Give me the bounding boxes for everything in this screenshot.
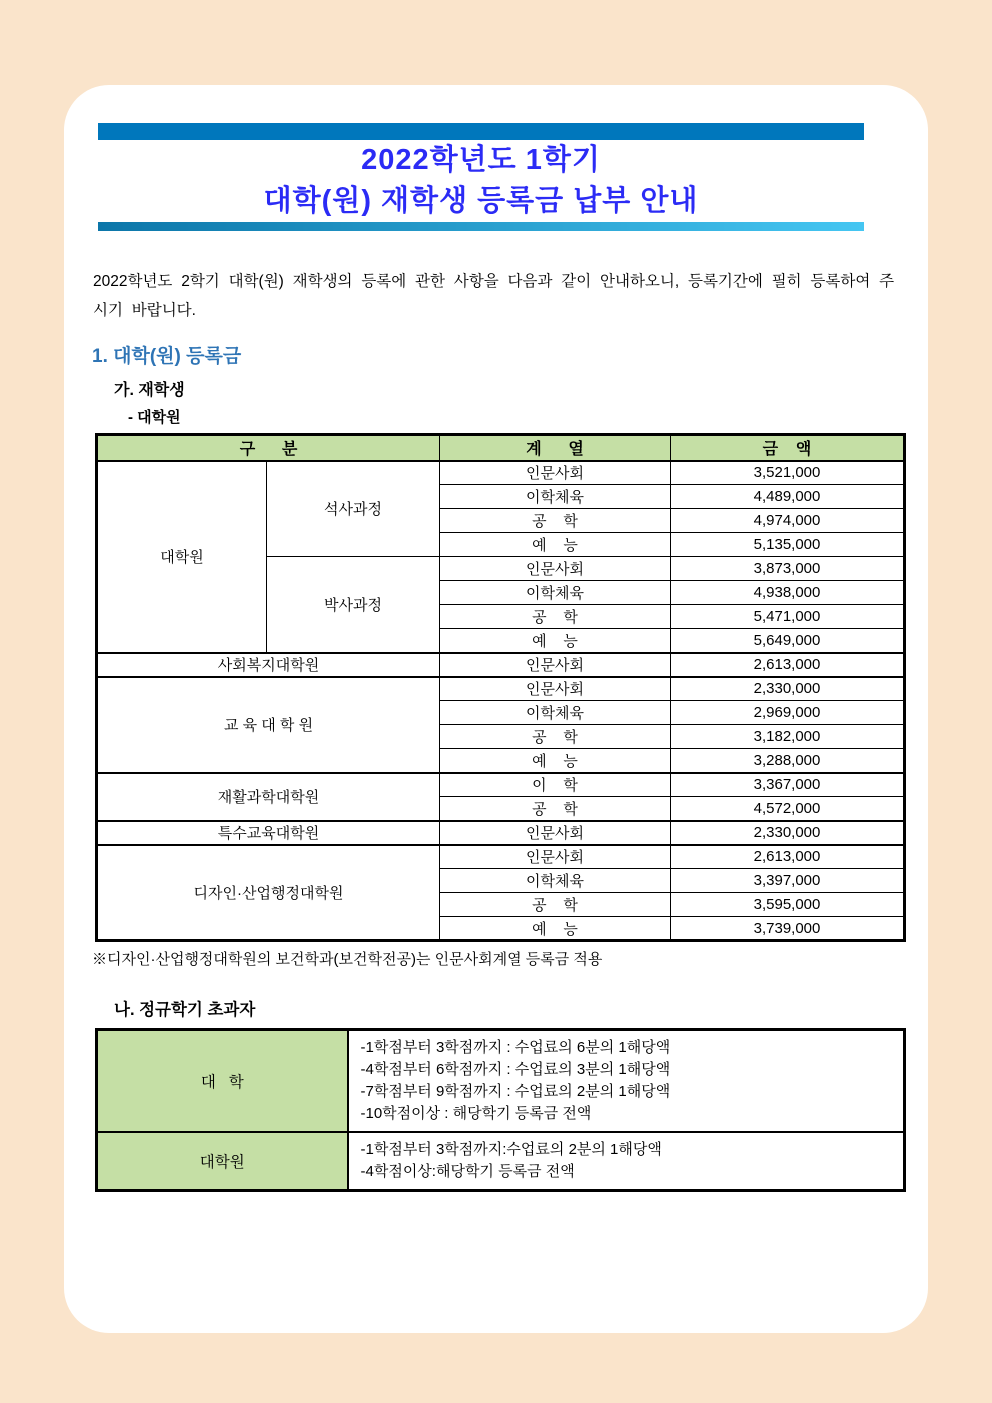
amount-cell: 2,613,000: [671, 653, 905, 677]
table-row: [97, 821, 905, 845]
amount-cell: 2,613,000: [671, 845, 905, 869]
amount-cell: 4,489,000: [671, 485, 905, 509]
category-cell: 이학체육: [440, 869, 671, 893]
group-cell-design-industry: 디자인·산업행정대학원: [97, 845, 440, 941]
amount-cell: 3,739,000: [671, 917, 905, 941]
excess-rule-line: -4학점이상:해당학기 등록금 전액: [360, 1163, 575, 1180]
excess-label-university: 대 학: [97, 1030, 348, 1133]
amount-cell: 4,974,000: [671, 509, 905, 533]
subsection-b-heading: 나. 정규학기 초과자: [114, 1001, 256, 1019]
category-cell: 공 학: [440, 893, 671, 917]
category-cell: 인문사회: [440, 653, 671, 677]
group-cell-master-course: 석사과정: [267, 461, 440, 557]
category-cell: 예 능: [440, 533, 671, 557]
title-underline-bar: [98, 222, 864, 231]
amount-cell: 5,649,000: [671, 629, 905, 653]
page-card: [64, 85, 928, 1333]
excess-rules-university: [348, 1030, 905, 1133]
document-title-line2: 대학(원) 재학생 등록금 납부 안내: [263, 185, 699, 217]
category-cell: 인문사회: [440, 845, 671, 869]
category-cell: 이 학: [440, 773, 671, 797]
amount-cell: 3,397,000: [671, 869, 905, 893]
table-row: [97, 653, 905, 677]
group-cell-graduate-school: 대학원: [97, 461, 267, 653]
group-cell-education: 교 육 대 학 원: [97, 677, 440, 773]
table-footnote: ※디자인·산업행정대학원의 보건학과(보건학전공)는 인문사회계열 등록금 적용: [92, 951, 603, 968]
amount-cell: 3,595,000: [671, 893, 905, 917]
amount-cell: 5,471,000: [671, 605, 905, 629]
tuition-table-header-row: [97, 435, 905, 461]
excess-label-graduate: 대학원: [97, 1132, 348, 1191]
excess-rule-line: -7학점부터 9학점까지 : 수업료의 2분의 1해당액: [360, 1083, 671, 1100]
table-row: [97, 773, 905, 797]
amount-cell: 3,288,000: [671, 749, 905, 773]
category-cell: 공 학: [440, 725, 671, 749]
excess-rules-graduate: [348, 1132, 905, 1191]
excess-rule-line: -10학점이상 : 해당학기 등록금 전액: [360, 1105, 592, 1122]
amount-cell: 3,873,000: [671, 557, 905, 581]
category-cell: 공 학: [440, 605, 671, 629]
intro-paragraph: 2022학년도 2학기 대학(원) 재학생의 등록에 관한 사항을 다음과 같이 안내하오니, 등록기간에 필히 등록하여 주시기 바랍니다.: [93, 273, 895, 319]
category-cell: 인문사회: [440, 461, 671, 485]
category-cell: 인문사회: [440, 557, 671, 581]
group-cell-special-education: 특수교육대학원: [97, 821, 440, 845]
tuition-table: [95, 433, 906, 942]
grad-school-subheading: - 대학원: [128, 409, 181, 426]
table-row: [97, 461, 905, 485]
amount-cell: 3,521,000: [671, 461, 905, 485]
table-row: [97, 1030, 905, 1133]
amount-cell: 4,938,000: [671, 581, 905, 605]
category-cell: 인문사회: [440, 821, 671, 845]
amount-cell: 4,572,000: [671, 797, 905, 821]
table-row: [97, 845, 905, 869]
amount-cell: 5,135,000: [671, 533, 905, 557]
header-cell-gubun: 구 분: [97, 435, 440, 461]
group-cell-social-welfare: 사회복지대학원: [97, 653, 440, 677]
group-cell-doctor-course: 박사과정: [267, 557, 440, 653]
category-cell: 이학체육: [440, 701, 671, 725]
amount-cell: 2,330,000: [671, 821, 905, 845]
category-cell: 예 능: [440, 917, 671, 941]
category-cell: 예 능: [440, 629, 671, 653]
amount-cell: 2,330,000: [671, 677, 905, 701]
category-cell: 공 학: [440, 797, 671, 821]
excess-rule-line: -1학점부터 3학점까지 : 수업료의 6분의 1해당액: [360, 1039, 671, 1056]
table-row: [97, 1132, 905, 1191]
amount-cell: 3,182,000: [671, 725, 905, 749]
excess-rule-line: -1학점부터 3학점까지:수업료의 2분의 1해당액: [360, 1141, 662, 1158]
subsection-a-heading: 가. 재학생: [114, 382, 185, 399]
excess-credit-table: [95, 1028, 906, 1192]
amount-cell: 2,969,000: [671, 701, 905, 725]
group-cell-rehab-science: 재활과학대학원: [97, 773, 440, 821]
top-accent-bar: [98, 123, 864, 140]
document-title-line1: 2022학년도 1학기: [361, 144, 601, 176]
category-cell: 예 능: [440, 749, 671, 773]
amount-cell: 3,367,000: [671, 773, 905, 797]
table-row: [97, 677, 905, 701]
excess-rule-line: -4학점부터 6학점까지 : 수업료의 3분의 1해당액: [360, 1061, 671, 1078]
document-title: [98, 140, 864, 222]
header-cell-geumaek: 금 액: [671, 435, 905, 461]
category-cell: 인문사회: [440, 677, 671, 701]
header-cell-gyeyeol: 계 열: [440, 435, 671, 461]
section-1-heading: 1. 대학(원) 등록금: [92, 346, 242, 367]
category-cell: 이학체육: [440, 581, 671, 605]
category-cell: 공 학: [440, 509, 671, 533]
category-cell: 이학체육: [440, 485, 671, 509]
